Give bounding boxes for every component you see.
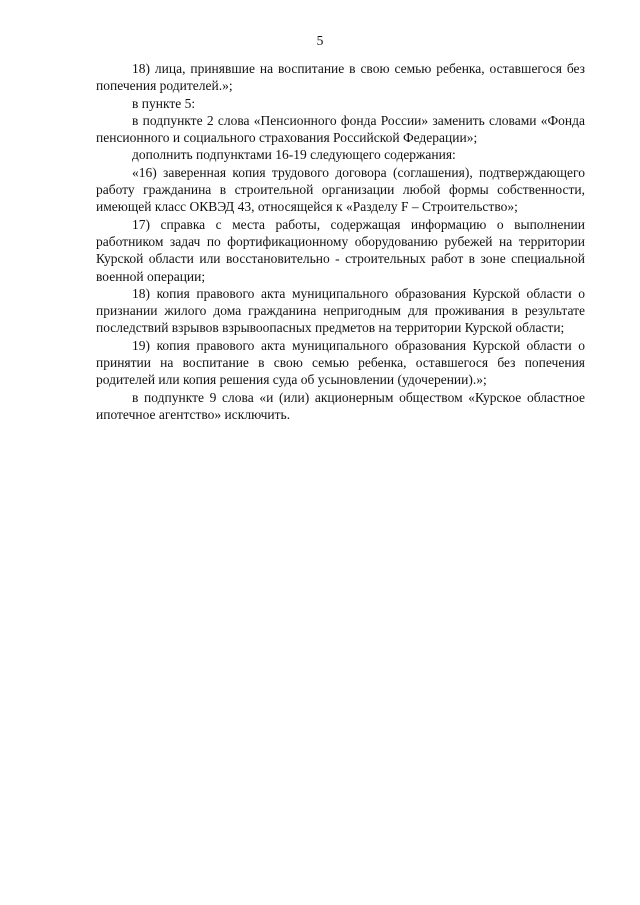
paragraph-item-18-caregivers: 18) лица, принявшие на воспитание в свою семью ребенка, оставшегося без попечения родителей.»; bbox=[96, 61, 585, 94]
paragraph-subpoint-9-exclusion: в подпункте 9 слова «и (или) акционерным обществом «Курское областное ипотечное агентство» исключить. bbox=[96, 389, 585, 422]
paragraph-subpoint-2-replacement: в подпункте 2 слова «Пенсионного фонда России» заменить словами «Фонда пенсионного и социального страхования Российской Федерации»; bbox=[96, 112, 585, 146]
paragraph-subpoint-17: 17) справка с места работы, содержащая информацию о выполнении работником задач по фортификационному оборудованию рубежей на территории Курской области или восстановительно - строительных работ в зоне специальной военной операции; bbox=[96, 216, 585, 284]
page-number: 5 bbox=[316, 33, 324, 48]
paragraph-subpoint-16: «16) заверенная копия трудового договора (соглашения), подтверждающего работу гражданина в строительной организации любой формы собственности, имеющей класс ОКВЭД 43, относящейся к «Разделу F – Строительство»; bbox=[96, 164, 585, 215]
paragraph-subpoint-18: 18) копия правового акта муниципального образования Курской области о признании жилого дома гражданина непригодным для проживания в результате последствий взрывов взрывоопасных предметов на территории Курской области; bbox=[96, 285, 585, 336]
paragraph-add-subpoints-intro: дополнить подпунктами 16-19 следующего содержания: bbox=[132, 147, 456, 163]
paragraph-subpoint-19: 19) копия правового акта муниципального образования Курской области о принятии на воспитание в свою семью ребенка, оставшегося без попечения родителей или копия решения суда об усыновлении (удочерении).»; bbox=[96, 337, 585, 388]
document-body bbox=[96, 60, 585, 423]
paragraph-point-5-heading: в пункте 5: bbox=[132, 95, 196, 111]
